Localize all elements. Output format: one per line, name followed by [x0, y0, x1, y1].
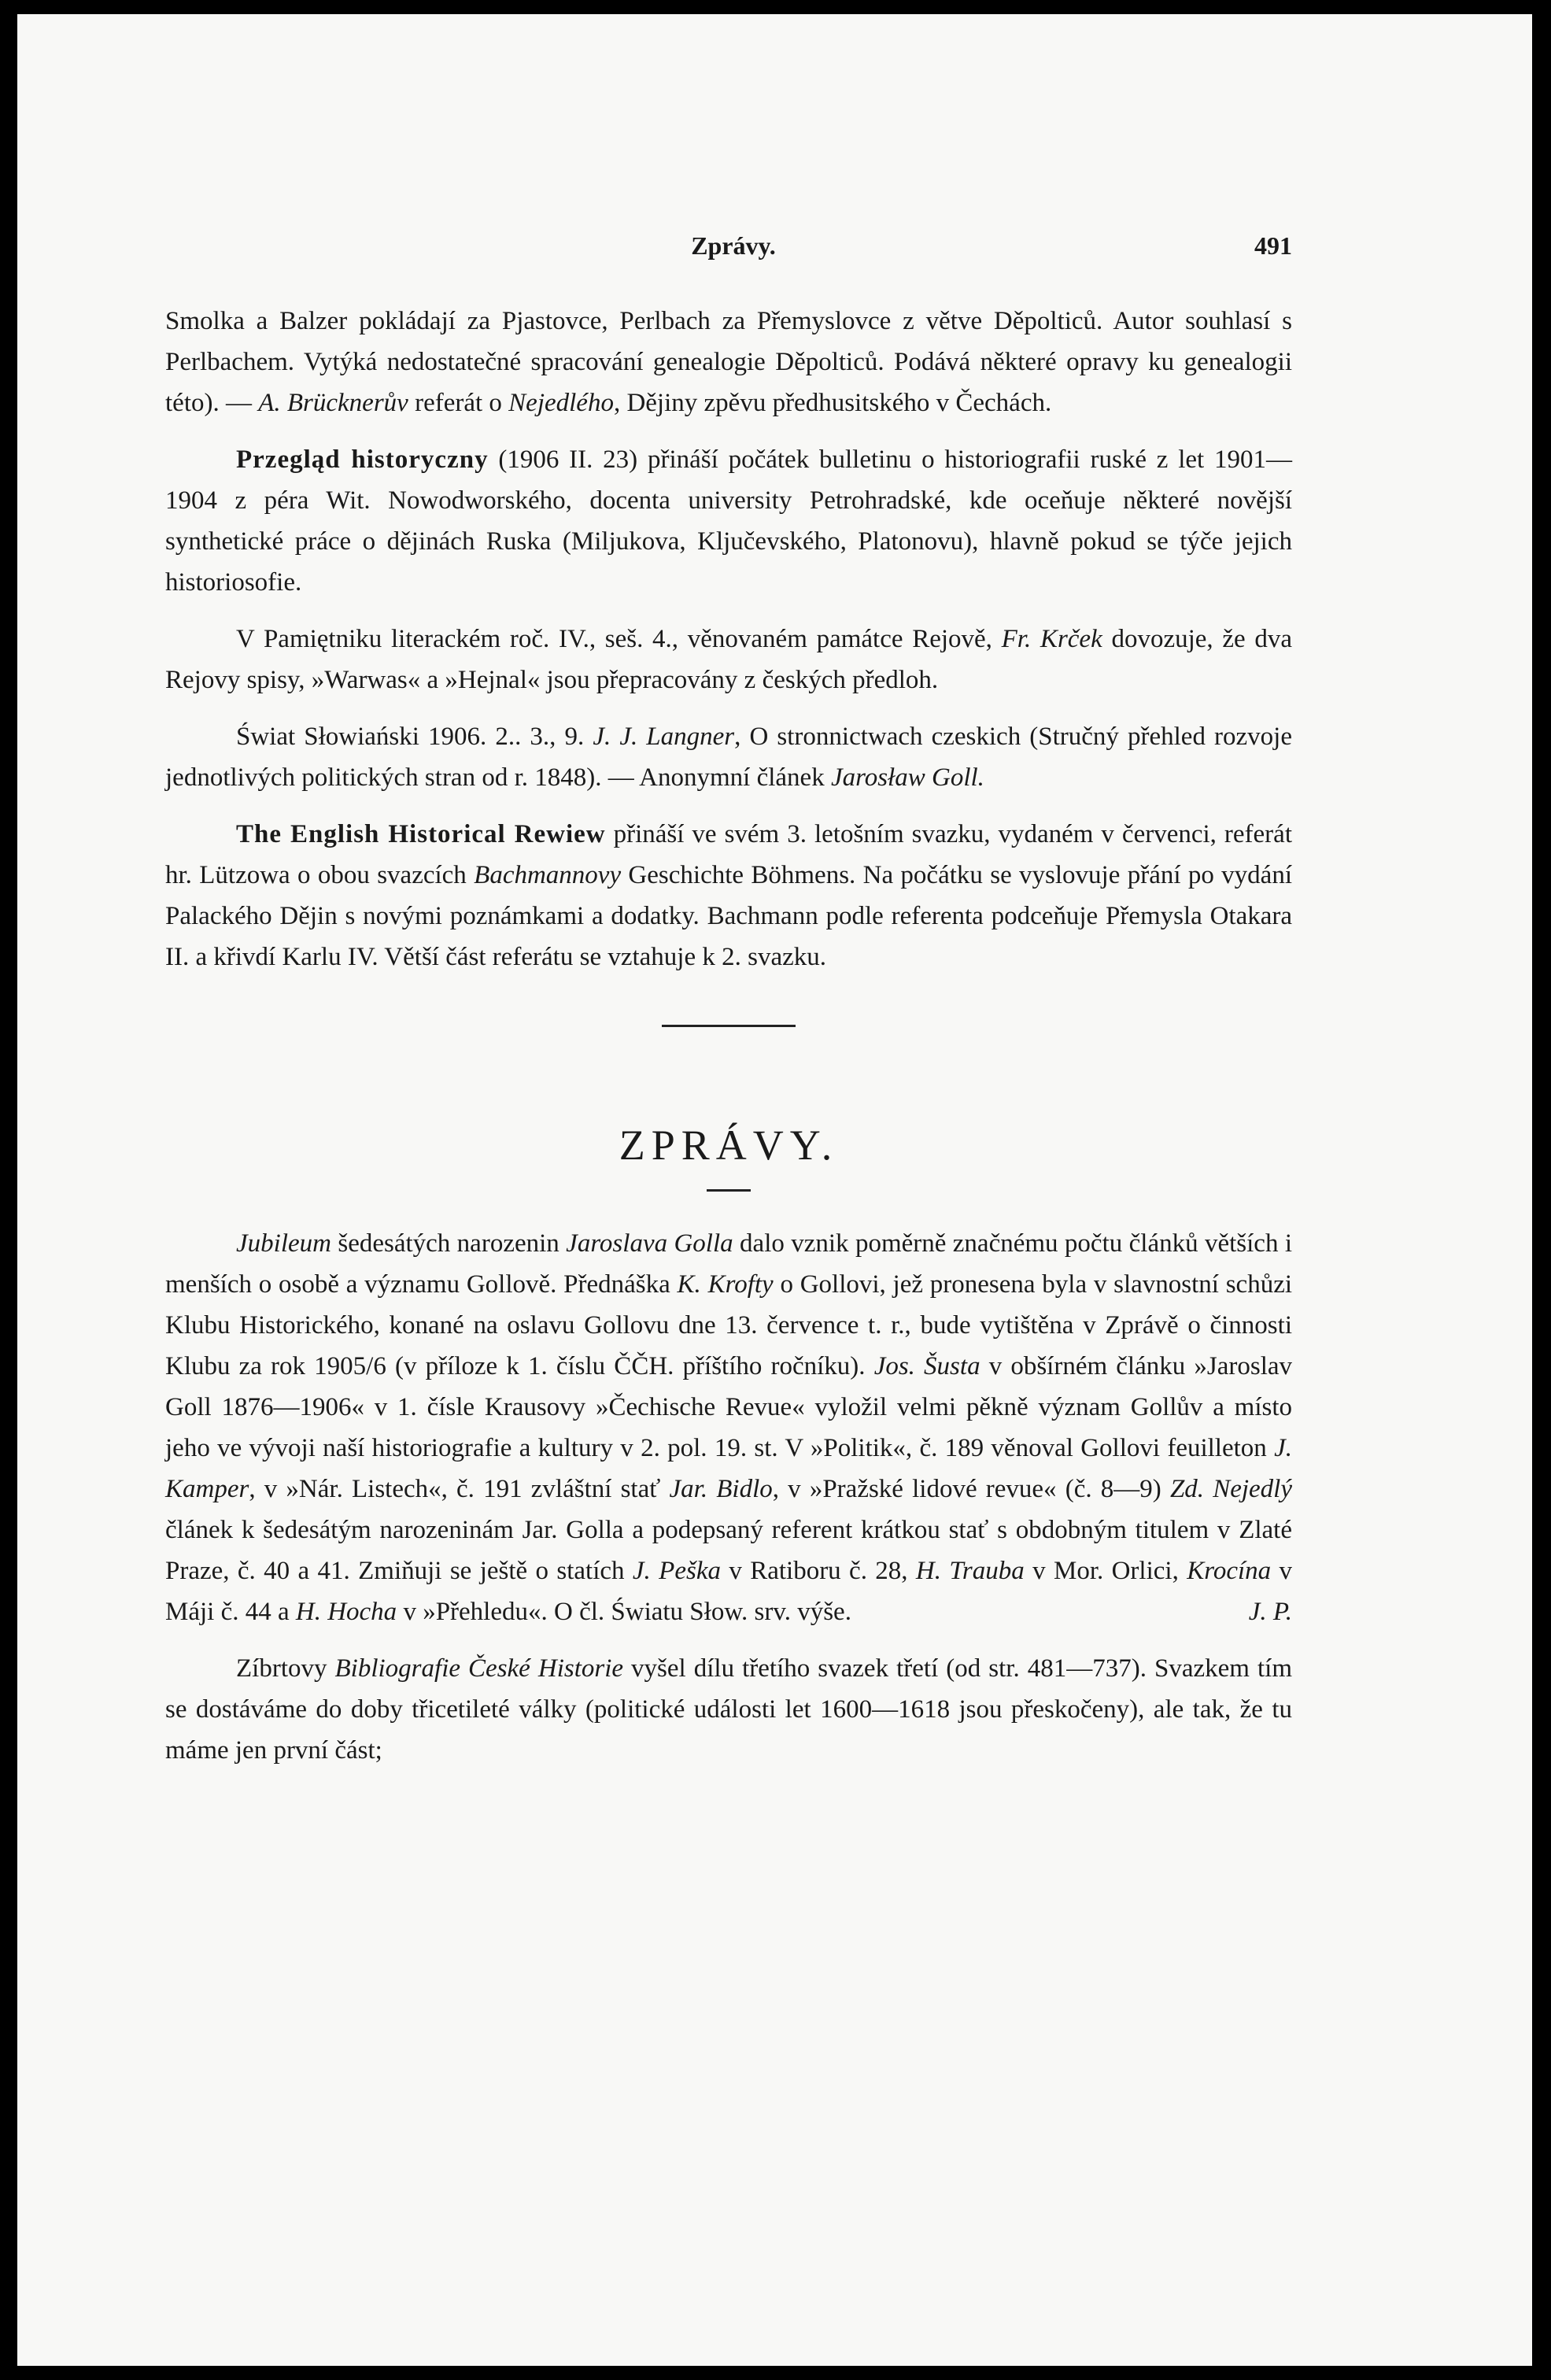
author-name: Jar. Bidlo	[669, 1475, 773, 1503]
author-name: J. J. Langner	[593, 722, 735, 751]
paragraph-swiat	[165, 716, 1292, 798]
text: o Gollovi, jež pronesena byla v slavnostní schůzi Klubu Historického, konané na oslavu Gollovu dne 13. července t. r., bude vytištěna v Zprávě o činnosti Klubu za rok 1905/6 (v příloze k 1. číslu ČČH. příštího ročníku).	[165, 1270, 1293, 1380]
author-name: Fr. Krček	[1001, 625, 1102, 653]
text: , Dějiny zpěvu předhusitského v Čechách.	[613, 389, 1052, 417]
paragraph-jubileum	[165, 1223, 1292, 1632]
page-number: 491	[1254, 231, 1292, 260]
author-name: Zd. Nejedlý	[1169, 1475, 1292, 1503]
text: v »Přehledu«. O čl. Światu Słow. srv. výše.	[397, 1598, 851, 1626]
text: v Máji č. 44 a	[165, 1557, 1293, 1626]
text: (1906 II. 23) přináší počátek bulletinu o historiografii ruské z let 1901—1904 z péra Wit. Nowodworského, docenta university Petrohradské, kde oceňuje některé novější synthetické práce o dějinách Ruska (Miljukova, Ključevského, Platonovu), hlavně pokud se týče jejich historiosofie.	[165, 445, 1292, 597]
text: Geschichte Böhmens. Na počátku se vyslovuje přání po vydání Palackého Dějin s novými poznámkami a dodatky. Bachmann podle referenta podceňuje Přemysla Otakara II. a křivdí Karlu IV. Větší část referátu se vztahuje k 2. svazku.	[165, 861, 1293, 971]
journal-title: The English Historical Rewiew	[236, 820, 606, 848]
text: v Ratiboru č. 28,	[720, 1557, 916, 1585]
text: Świat Słowiański 1906. 2.. 3., 9.	[236, 722, 593, 751]
text: V Pamiętniku literackém roč. IV., seš. 4., věnovaném památce Rejově,	[236, 625, 1002, 653]
author-name: J. Peška	[632, 1557, 721, 1585]
author-name: Jos. Šusta	[873, 1352, 980, 1380]
running-header	[165, 225, 1292, 266]
text: v obšírném článku »Jaroslav Goll 1876—1906« v 1. čísle Krausovy »Čechische Revue« vyložil velmi pěkně význam Gollův a místo jeho ve vývoji naší historiografie a kultury v 2. pol. 19. st. V »Politik«, č. 189 věnoval Gollovi feuilleton	[165, 1352, 1293, 1462]
running-title: Zprávy.	[691, 231, 776, 260]
paragraph-zibrt	[165, 1648, 1292, 1771]
journal-title: Przegląd historyczny	[236, 445, 489, 474]
lead-word: Jubileum	[236, 1229, 331, 1258]
text: , v »Nár. Listech«, č. 191 zvláštní stať	[249, 1475, 670, 1503]
author-name: Nejedlého	[508, 389, 614, 417]
page	[17, 14, 1532, 2366]
section-title: ZPRÁVY.	[619, 1122, 839, 1169]
author-name: Jaroslava Golla	[566, 1229, 733, 1258]
author-name: H. Hocha	[295, 1598, 397, 1626]
paragraph-english-review	[165, 814, 1292, 978]
text: v Mor. Orlici,	[1024, 1557, 1187, 1585]
text: přináší ve svém 3. letošním svazku, vydaném v červenci, referát hr. Lützowa o obou svazcích	[165, 820, 1292, 889]
paragraph-smolka	[165, 301, 1292, 423]
author-name: A. Brücknerův	[258, 389, 408, 417]
author-name: Krocína	[1187, 1557, 1272, 1585]
author-name: Bachmannovy	[474, 861, 622, 889]
text: vyšel dílu třetího svazek třetí (od str. 481—737). Svazkem tím se dostáváme do doby třicetileté války (politické události let 1600—1618 jsou přeskočeny), ale tak, že tu máme jen první část;	[165, 1654, 1293, 1765]
text: , O stronnictwach czeskich (Stručný přehled rozvoje jednotlivých politických stran od r. 1848). — Anonymní článek	[165, 722, 1292, 792]
signature: J. P.	[1248, 1598, 1292, 1626]
text: šedesátých narozenin	[331, 1229, 567, 1258]
author-name: J. Kamper	[165, 1434, 1292, 1503]
title-rule	[707, 1189, 751, 1192]
text: článek k šedesátým narozeninám Jar. Golla a podepsaný referent krátkou stať s obdobným titulem v Zlaté Praze, č. 40 a 41. Zmiňuji se ještě o statích	[165, 1516, 1292, 1585]
text: , v »Pražské lidové revue« (č. 8—9)	[772, 1475, 1170, 1503]
section-divider	[662, 1025, 796, 1027]
text: Zíbrtovy	[236, 1654, 335, 1683]
author-name: K. Krofty	[677, 1270, 774, 1299]
text: dalo vznik poměrně značnému počtu článků větších i menších o osobě a významu Gollově. Přednáška	[165, 1229, 1292, 1299]
book-title: Bibliografie České Historie	[334, 1654, 624, 1683]
author-name: Jarosław Goll.	[830, 763, 984, 792]
text: referát o	[408, 389, 509, 417]
text: Smolka a Balzer pokládají za Pjastovce, Perlbach za Přemyslovce z větve Děpolticů. Autor souhlasí s Perlbachem. Vytýká nedostatečné spracování genealogie Děpolticů. Podává některé opravy ku genealogii této). —	[165, 307, 1292, 417]
paragraph-przeglad	[165, 439, 1292, 603]
text: dovozuje, že dva Rejovy spisy, »Warwas« a »Hejnal« jsou přepracovány z českých předloh.	[165, 625, 1292, 694]
author-name: H. Trauba	[915, 1557, 1025, 1585]
paragraph-pamietnik	[165, 619, 1292, 700]
page-content	[165, 225, 1292, 1787]
